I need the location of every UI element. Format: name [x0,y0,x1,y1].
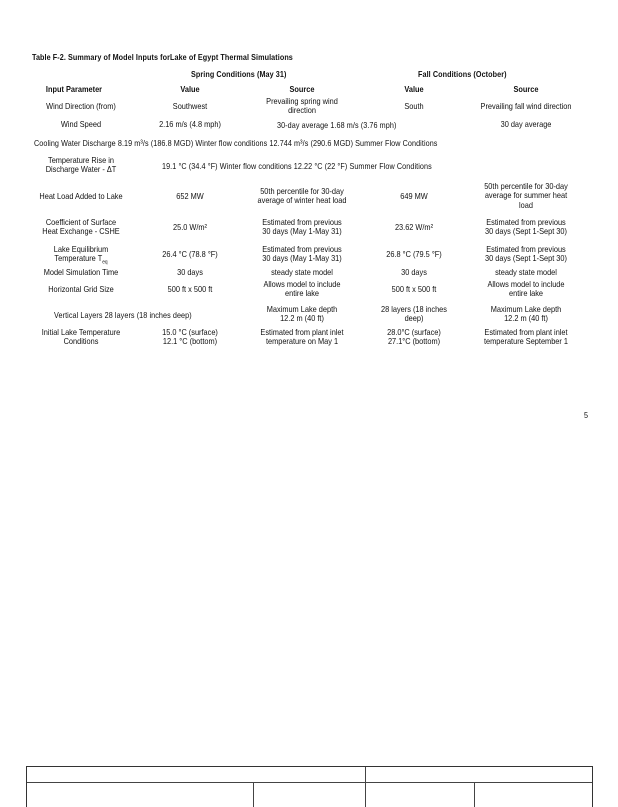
value-line: deep) [404,313,424,324]
vertical-fall-value [365,305,464,324]
param-line: Initial Lake Temperature [41,327,121,337]
param-line: Heat Exchange - CSHE [42,226,120,237]
vertical-layers-text: Vertical Layers 28 layers (18 inches deep) [54,310,192,320]
cshe-spring-source [253,218,352,237]
heat-load-param: Heat Load Added to Lake [39,191,123,201]
equilibrium-fall-value: 26.8 °C (79.5 °F) [386,249,442,259]
heat-load-spring-value: 652 MW [176,191,204,201]
source-line: Maximum Lake depth [266,304,338,314]
value-line: 28 layers (18 inches [381,304,447,314]
equilibrium-spring-value: 26.4 °C (78.8 °F) [162,249,218,259]
source-line: Estimated from plant inlet [484,327,568,337]
equilibrium-param [33,244,130,267]
footer-divider [253,782,254,807]
sim-time-spring-source: steady state model [271,267,333,277]
initial-temp-param [33,328,130,347]
initial-temp-fall-value [370,328,458,347]
footer-divider [365,767,366,807]
param-line: Coefficient of Surface [45,217,117,227]
wind-direction-param: Wind Direction (from) [46,101,116,111]
source-line: 12.2 m (40 ft) [280,313,324,324]
source-line: average of winter heat load [257,195,347,206]
wind-direction-fall-value: South [404,101,424,111]
source-line: direction [288,105,316,116]
source-line: Estimated from previous [486,244,566,254]
wind-speed-spring-source: 30-day average 1.68 m/s (3.76 mph) [277,120,397,130]
param-line: Temperature Rise in [48,155,114,165]
source-line: temperature September 1 [484,336,568,347]
source-line: entire lake [284,288,319,299]
source-line: temperature on May 1 [265,336,339,347]
header-fall-value: Value [404,84,424,94]
value-line: 15.0 °C (surface) [162,327,218,337]
source-line: entire lake [508,288,543,299]
vertical-fall-source [477,305,576,324]
header-fall-source: Source [513,84,539,94]
wind-direction-spring-value: Southwest [172,101,208,111]
grid-fall-source [477,280,576,299]
sim-time-fall-source: steady state model [495,267,557,277]
source-line: 50th percentile for 30-day [484,181,568,191]
initial-temp-fall-source [477,328,576,347]
param-text: Temperature T [54,253,103,264]
source-line: Estimated from previous [262,244,342,254]
cshe-spring-value: 25.0 W/m² [173,222,207,232]
cshe-param [33,218,130,237]
page-number: 5 [584,410,589,420]
heat-load-spring-source [253,187,352,206]
wind-direction-fall-source: Prevailing fall wind direction [480,101,572,111]
fall-group-header: Fall Conditions (October) [418,69,507,79]
temp-rise-param [33,156,130,175]
cshe-fall-value: 23.62 W/m² [394,222,434,232]
heat-load-fall-source [477,182,576,210]
vertical-spring-source [253,305,352,324]
wind-speed-spring-value: 2.16 m/s (4.8 mph) [159,119,221,129]
footer-divider [27,782,592,783]
source-line: 30 days (Sept 1-Sept 30) [485,226,567,237]
param-line [33,253,130,267]
value-line: 27.1°C (bottom) [387,336,441,347]
source-line: Estimated from previous [486,217,566,227]
source-line: Prevailing spring wind [266,96,338,106]
sim-time-param: Model Simulation Time [43,267,119,277]
param-line: Discharge Water - ΔT [45,164,117,175]
footer-divider [474,782,475,807]
source-line: Allows model to include [487,279,565,289]
spring-group-header: Spring Conditions (May 31) [191,69,287,79]
header-spring-value: Value [180,84,200,94]
source-line: 50th percentile for 30-day [260,186,344,196]
temp-rise-values: 19.1 °C (34.4 °F) Winter flow conditions 12.22 °C (22 °F) Summer Flow Conditions [162,161,432,171]
header-spring-source: Source [289,84,315,94]
source-line: average for summer heat [484,190,568,201]
source-line: 12.2 m (40 ft) [504,313,548,324]
source-line: 30 days (Sept 1-Sept 30) [485,253,567,264]
footer-form-box [26,766,593,807]
grid-fall-value: 500 ft x 500 ft [391,284,437,294]
heat-load-fall-value: 649 MW [400,191,428,201]
initial-temp-spring-value [146,328,234,347]
param-line: Lake Equilibrium [53,244,109,254]
source-line: Estimated from previous [262,217,342,227]
equilibrium-spring-source [253,245,352,264]
wind-direction-spring-source [253,97,352,116]
source-line: Maximum Lake depth [490,304,562,314]
value-line: 12.1 °C (bottom) [162,336,218,347]
source-line: Allows model to include [263,279,341,289]
source-line: Estimated from plant inlet [260,327,344,337]
source-line: 30 days (May 1-May 31) [262,226,342,237]
source-line: load [519,199,533,210]
source-line: 30 days (May 1-May 31) [262,253,342,264]
value-line: 28.0°C (surface) [387,327,441,337]
table-caption: Table F-2. Summary of Model Inputs forLake of Egypt Thermal Simulations [32,52,293,62]
grid-spring-source [253,280,352,299]
initial-temp-spring-source [253,328,352,347]
grid-spring-value: 500 ft x 500 ft [167,284,213,294]
cooling-water-row: Cooling Water Discharge 8.19 m³/s (186.8 MGD) Winter flow conditions 12.744 m³/s (290.6 MGD) Summer Flow Conditions [34,138,438,148]
wind-speed-param: Wind Speed [60,119,102,129]
cshe-fall-source [477,218,576,237]
param-line: Conditions [63,336,99,347]
sim-time-fall-value: 30 days [401,267,427,277]
param-subscript: eq [102,260,108,267]
grid-param: Horizontal Grid Size [48,284,114,294]
header-input-parameter: Input Parameter [45,84,103,94]
equilibrium-fall-source [477,245,576,264]
wind-speed-fall-source: 30 day average [500,119,552,129]
sim-time-spring-value: 30 days [177,267,203,277]
